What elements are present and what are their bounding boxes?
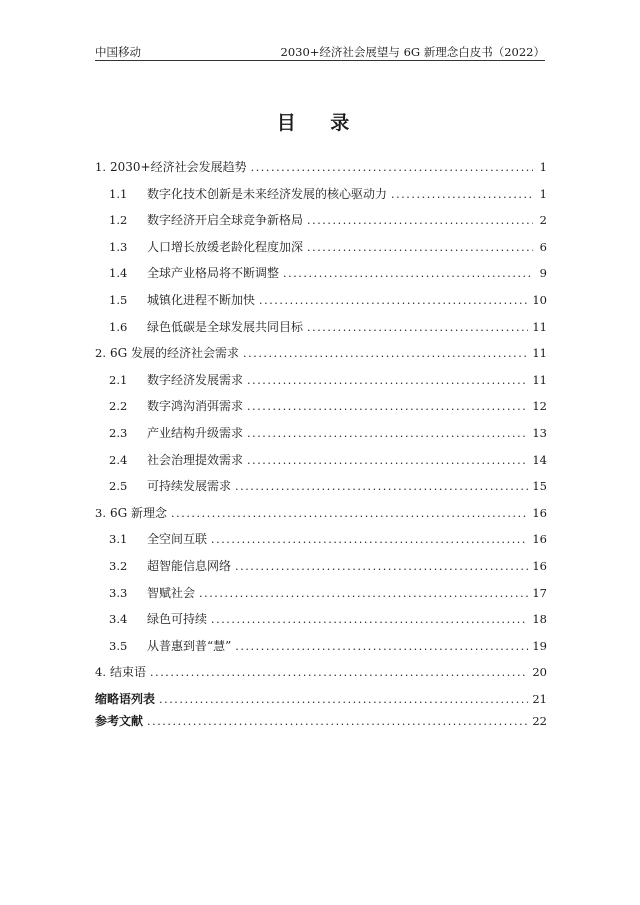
toc-entry-number: 2.5 (109, 479, 128, 494)
toc-entry-title: 6G 发展的经济社会需求 (109, 346, 240, 361)
toc-leader-dots (391, 187, 533, 202)
toc-entry-page-number: 16 (532, 532, 547, 547)
header-organization: 中国移动 (95, 45, 141, 59)
toc-entry[interactable] (95, 559, 547, 586)
toc-entry-title: 智赋社会 (147, 585, 196, 600)
header-document-title: 2030+经济社会展望与 6G 新理念白皮书（2022） (280, 45, 545, 59)
toc-leader-dots (235, 559, 528, 574)
toc-entry[interactable] (95, 293, 547, 320)
toc-entry[interactable] (95, 639, 547, 666)
toc-title: 目 录 (276, 112, 364, 134)
toc-entry-number: 4. (95, 665, 106, 680)
toc-entry-title: 数字化技术创新是未来经济发展的核心驱动力 (147, 186, 388, 201)
toc-leader-dots (247, 453, 528, 468)
toc-entry-title: 数字鸿沟消弭需求 (147, 399, 244, 414)
toc-entry[interactable] (95, 160, 547, 187)
toc-entry-title: 从普惠到普“慧” (147, 638, 232, 653)
toc-entry-title: 数字经济开启全球竞争新格局 (147, 213, 304, 228)
toc-entry-number: 3.4 (109, 612, 128, 627)
toc-entry-number: 3. (95, 505, 106, 520)
toc-entry-number: 1.2 (109, 213, 128, 228)
toc-entry-number: 1.6 (109, 319, 128, 334)
toc-entry-title: 超智能信息网络 (147, 558, 232, 573)
toc-entry-page-number: 1 (539, 186, 547, 201)
toc-leader-dots (150, 665, 528, 680)
toc-entry-number: 3.2 (109, 558, 128, 573)
toc-entry-number: 2.1 (109, 372, 128, 387)
toc-leader-dots (235, 479, 528, 494)
toc-entry-page-number: 16 (532, 505, 547, 520)
toc-entry[interactable] (95, 479, 547, 506)
toc-leader-dots (171, 506, 528, 521)
toc-leader-dots (307, 240, 533, 255)
toc-entry-page-number: 22 (532, 713, 547, 728)
toc-entry-number: 2.3 (109, 425, 128, 440)
toc-entry-title: 全空间互联 (147, 532, 208, 547)
toc-entry-page-number: 6 (539, 239, 547, 254)
toc-entry-page-number: 19 (532, 638, 547, 653)
toc-entry-title: 参考文献 (95, 713, 144, 728)
toc-leader-dots (247, 426, 528, 441)
toc-leader-dots (159, 692, 528, 707)
toc-entry-number: 3.3 (109, 585, 128, 600)
toc-entry-number: 1.5 (109, 292, 128, 307)
toc-entry-number: 2. (95, 346, 106, 361)
toc-leader-dots (307, 213, 533, 228)
toc-leader-dots (247, 399, 528, 414)
toc-entry-title: 全球产业格局将不断调整 (147, 266, 280, 281)
toc-entry-page-number: 20 (532, 665, 547, 680)
toc-entry-number: 1.4 (109, 266, 128, 281)
toc-entry-page-number: 15 (532, 479, 547, 494)
toc-entry-number: 1.1 (109, 186, 128, 201)
toc-entry-page-number: 11 (532, 346, 547, 361)
toc-entry-number: 2.2 (109, 399, 128, 414)
toc-entry[interactable] (95, 586, 547, 613)
toc-entry-number: 3.5 (109, 638, 128, 653)
toc-entry[interactable] (95, 453, 547, 480)
toc-entry[interactable] (95, 266, 547, 293)
toc-entry-title: 结束语 (109, 665, 146, 680)
toc-entry[interactable] (95, 692, 547, 714)
toc-entry-page-number: 13 (532, 425, 547, 440)
page-header (95, 44, 545, 60)
toc-entry-page-number: 9 (539, 266, 547, 281)
toc-entry-title: 社会治理提效需求 (147, 452, 244, 467)
table-of-contents (95, 160, 547, 736)
toc-entry-title: 绿色低碳是全球发展共同目标 (147, 319, 304, 334)
toc-leader-dots (307, 320, 528, 335)
toc-entry-title: 数字经济发展需求 (147, 372, 244, 387)
toc-leader-dots (235, 639, 528, 654)
toc-entry[interactable] (95, 320, 547, 347)
toc-entry-title: 人口增长放缓老龄化程度加深 (147, 239, 304, 254)
toc-entry-title: 可持续发展需求 (147, 479, 232, 494)
toc-leader-dots (259, 293, 528, 308)
toc-entry[interactable] (95, 426, 547, 453)
toc-entry-number: 1. (95, 160, 106, 174)
toc-leader-dots (247, 373, 528, 388)
toc-entry-title: 2030+经济社会发展趋势 (109, 160, 247, 174)
toc-entry[interactable] (95, 346, 547, 373)
toc-entry-title: 缩略语列表 (95, 691, 156, 706)
toc-entry-page-number: 1 (539, 160, 547, 174)
toc-entry[interactable] (95, 506, 547, 533)
toc-entry-number: 2.4 (109, 452, 128, 467)
toc-entry[interactable] (95, 240, 547, 267)
toc-leader-dots (199, 586, 528, 601)
toc-entry-title: 6G 新理念 (109, 505, 168, 520)
toc-entry[interactable] (95, 714, 547, 736)
toc-leader-dots (251, 160, 533, 175)
toc-leader-dots (147, 714, 528, 729)
toc-entry-title: 绿色可持续 (147, 612, 208, 627)
toc-entry-page-number: 14 (532, 452, 547, 467)
toc-entry[interactable] (95, 399, 547, 426)
toc-entry-page-number: 11 (532, 319, 547, 334)
toc-entry-page-number: 2 (539, 213, 547, 228)
toc-entry-title: 产业结构升级需求 (147, 425, 244, 440)
toc-entry-page-number: 12 (532, 399, 547, 414)
toc-entry[interactable] (95, 373, 547, 400)
toc-entry[interactable] (95, 612, 547, 639)
toc-entry[interactable] (95, 213, 547, 240)
header-divider (95, 60, 545, 61)
toc-leader-dots (211, 532, 528, 547)
toc-entry-number: 1.3 (109, 239, 128, 254)
toc-entry-page-number: 17 (532, 585, 547, 600)
toc-entry-page-number: 16 (532, 558, 547, 573)
toc-entry-number: 3.1 (109, 532, 128, 547)
toc-entry[interactable] (95, 187, 547, 214)
toc-entry-page-number: 18 (532, 612, 547, 627)
toc-entry-page-number: 21 (532, 691, 547, 706)
toc-entry-title: 城镇化进程不断加快 (147, 292, 256, 307)
toc-leader-dots (283, 266, 533, 281)
toc-entry-page-number: 11 (532, 372, 547, 387)
toc-entry[interactable] (95, 532, 547, 559)
toc-leader-dots (243, 346, 528, 361)
toc-leader-dots (211, 612, 528, 627)
toc-entry-page-number: 10 (532, 292, 547, 307)
toc-entry[interactable] (95, 665, 547, 692)
